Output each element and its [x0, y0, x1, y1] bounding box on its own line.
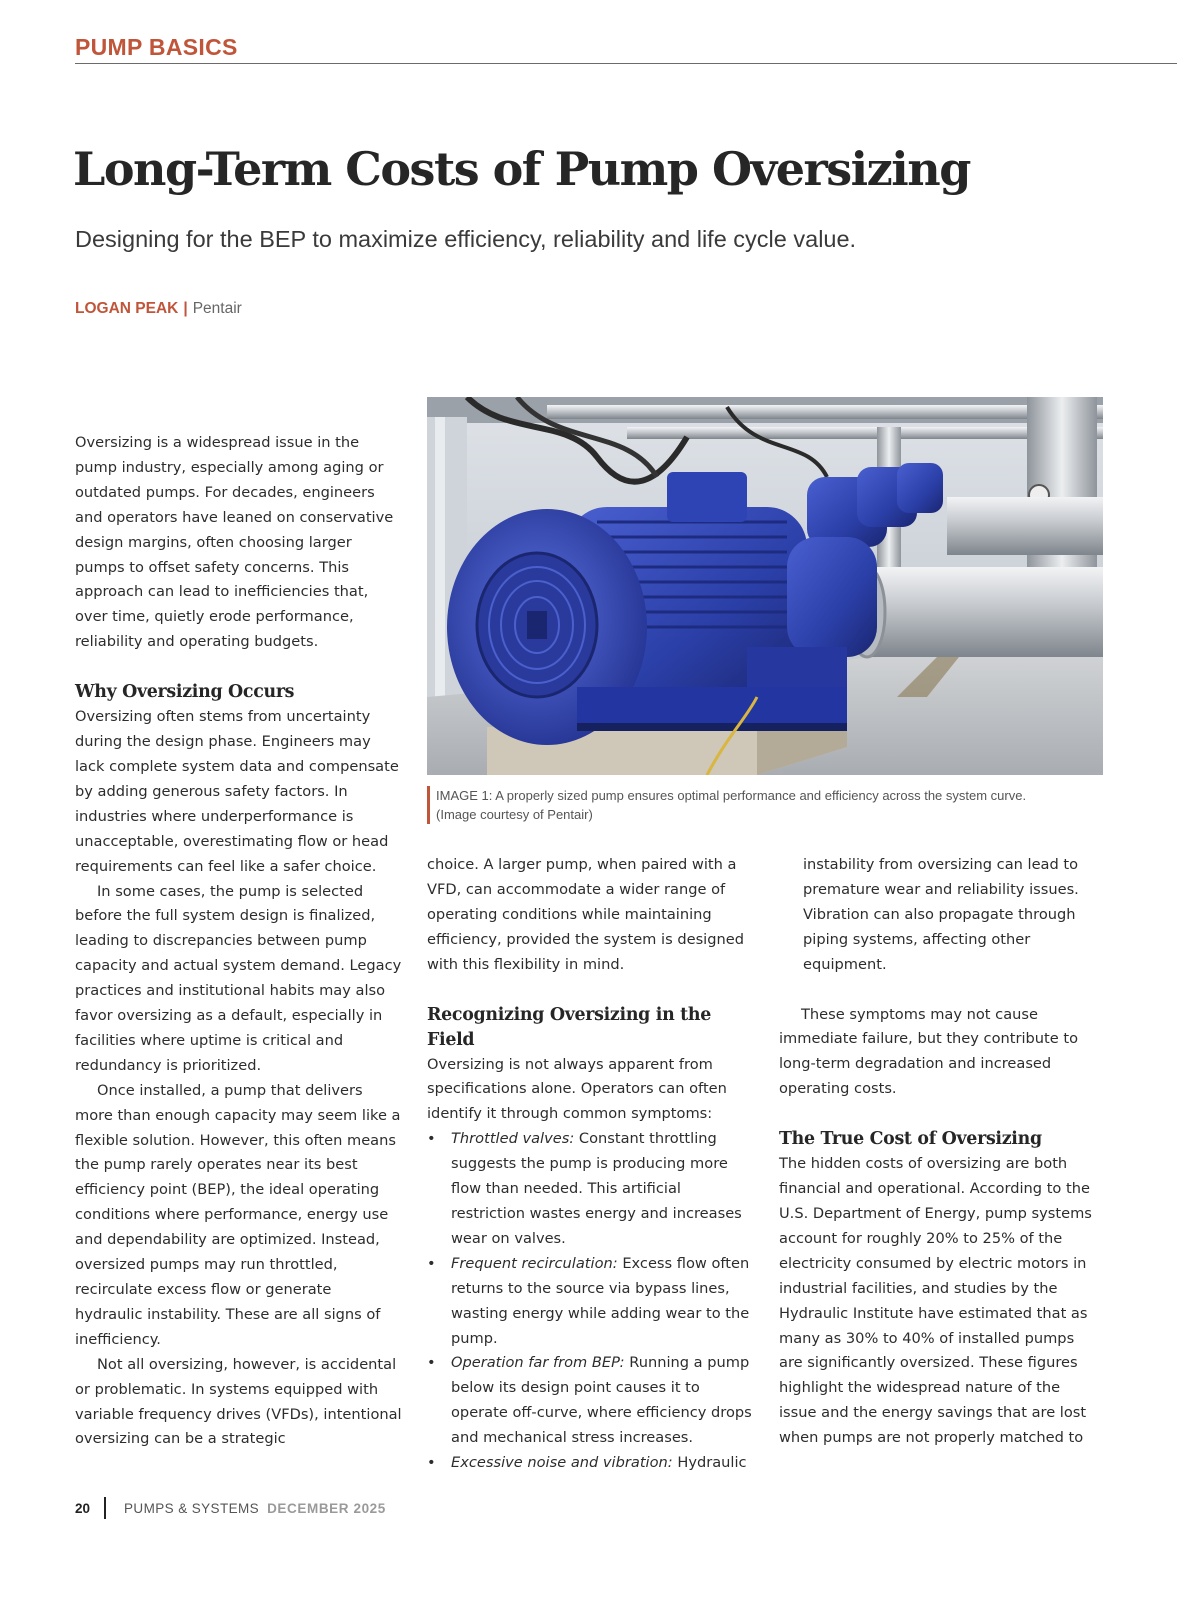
list-term: Excessive noise and vibration: — [451, 1454, 673, 1472]
caption-text: IMAGE 1: A properly sized pump ensures optimal performance and efficiency across the system curve. — [436, 788, 1027, 803]
caption-credit: (Image courtesy of Pentair) — [436, 807, 593, 822]
image-caption — [427, 786, 1096, 824]
heading-why-oversizing: Why Oversizing Occurs — [75, 682, 295, 703]
article-subtitle: Designing for the BEP to maximize efficiency, reliability and life cycle value. — [75, 226, 857, 252]
article-title: Long-Term Costs of Pump Oversizing — [73, 142, 970, 196]
list-term: Frequent recirculation: — [451, 1254, 618, 1272]
heading-recognizing-oversizing: Recognizing Oversizing in the Field — [427, 1004, 712, 1050]
symptom-list — [427, 1127, 759, 1476]
list-text: Excess flow often returns to the source via bypass lines, wasting energy while adding wear to the pump. — [451, 1254, 750, 1347]
list-text: Running a pump below its design point causes it to operate off-curve, where efficiency drops and mechanical stress increases. — [451, 1354, 752, 1447]
paragraph: The hidden costs of oversizing are both financial and operational. According to the U.S. Department of Energy, pump systems account for roughly 20% to 25% of the electricity consumed by electric motors in industrial facilities, and studies by the Hydraulic Institute have estimated that as many as 30% to 40% of installed pumps are significantly oversized. These figures highlight the widespread nature of the issue and the energy savings that are lost when pumps are not properly matched to — [779, 1155, 1092, 1447]
publication-name: PUMPS & SYSTEMS — [124, 1500, 260, 1516]
list-term: Operation far from BEP: — [451, 1354, 625, 1372]
paragraph: Not all oversizing, however, is accidental or problematic. In systems equipped with variable frequency drives (VFDs), intentional oversizing can be a strategic — [75, 1355, 402, 1448]
list-item — [427, 1252, 759, 1352]
list-text: Constant throttling suggests the pump is producing more flow than needed. This artificial restriction wastes energy and increases wear on valves. — [451, 1130, 742, 1247]
section-divider — [75, 63, 1177, 64]
pump-photo — [427, 397, 1103, 775]
list-item — [427, 1351, 759, 1451]
issue-date: DECEMBER 2025 — [267, 1500, 386, 1516]
paragraph-continued: choice. A larger pump, when paired with a VFD, can accommodate a wider range of operating conditions while maintaining efficiency, provided the system is designed with this flexibility in mind. — [427, 856, 744, 973]
list-term: Throttled valves: — [451, 1130, 575, 1148]
list-text: Hydraulic — [672, 1454, 747, 1472]
author-name: LOGAN PEAK — [75, 300, 179, 317]
article-column-2 — [427, 853, 759, 1476]
paragraph: Oversizing often stems from uncertainty during the design phase. Engineers may lack complete system data and compensate by adding generous safety factors. In industries where underperformance is unacceptable, overestimating flow or head requirements can feel like a safer choice. — [75, 708, 399, 875]
list-item — [427, 1127, 759, 1252]
paragraph: These symptoms may not cause immediate failure, but they contribute to long-term degradation and increased operating costs. — [779, 1005, 1079, 1098]
footer-divider — [104, 1497, 106, 1519]
paragraph: In some cases, the pump is selected before the full system design is finalized, leading to discrepancies between pump capacity and actual system demand. Legacy practices and institutional habits may also favor oversizing as a default, especially in facilities where uptime is critical and redundancy is prioritized. — [75, 882, 402, 1074]
list-item-continued: instability from oversizing can lead to premature wear and reliability issues. Vibration can also propagate through piping systems, affecting other equipment. — [803, 856, 1079, 973]
list-item — [427, 1451, 759, 1476]
paragraph: Oversizing is not always apparent from specifications alone. Operators can often identify it through common symptoms: — [427, 1055, 727, 1123]
pump-room-illustration — [427, 397, 1103, 775]
paragraph: Once installed, a pump that delivers more than enough capacity may seem like a flexible solution. However, this often means the pump rarely operates near its best efficiency point (BEP), the ideal operating conditions where performance, energy use and dependability are optimized. Instead, oversized pumps may run throttled, recirculate excess flow or generate hydraulic instability. These are all signs of inefficiency. — [75, 1081, 401, 1348]
author-company: Pentair — [192, 300, 242, 317]
heading-true-cost: The True Cost of Oversizing — [779, 1129, 1042, 1150]
byline-separator: | — [183, 300, 188, 317]
page-number: 20 — [75, 1500, 91, 1516]
intro-paragraph: Oversizing is a widespread issue in the pump industry, especially among aging or outdated pumps. For decades, engineers and operators have leaned on conservative design margins, often choosing larger pumps to offset safety concerns. This approach can lead to inefficiencies that, over time, quietly erode performance, reliability and operating budgets. — [75, 434, 394, 651]
byline — [75, 300, 242, 318]
article-column-3 — [779, 853, 1101, 1451]
article-column-1 — [75, 431, 403, 1452]
page-footer — [75, 1496, 386, 1520]
section-label: PUMP BASICS — [75, 34, 238, 60]
